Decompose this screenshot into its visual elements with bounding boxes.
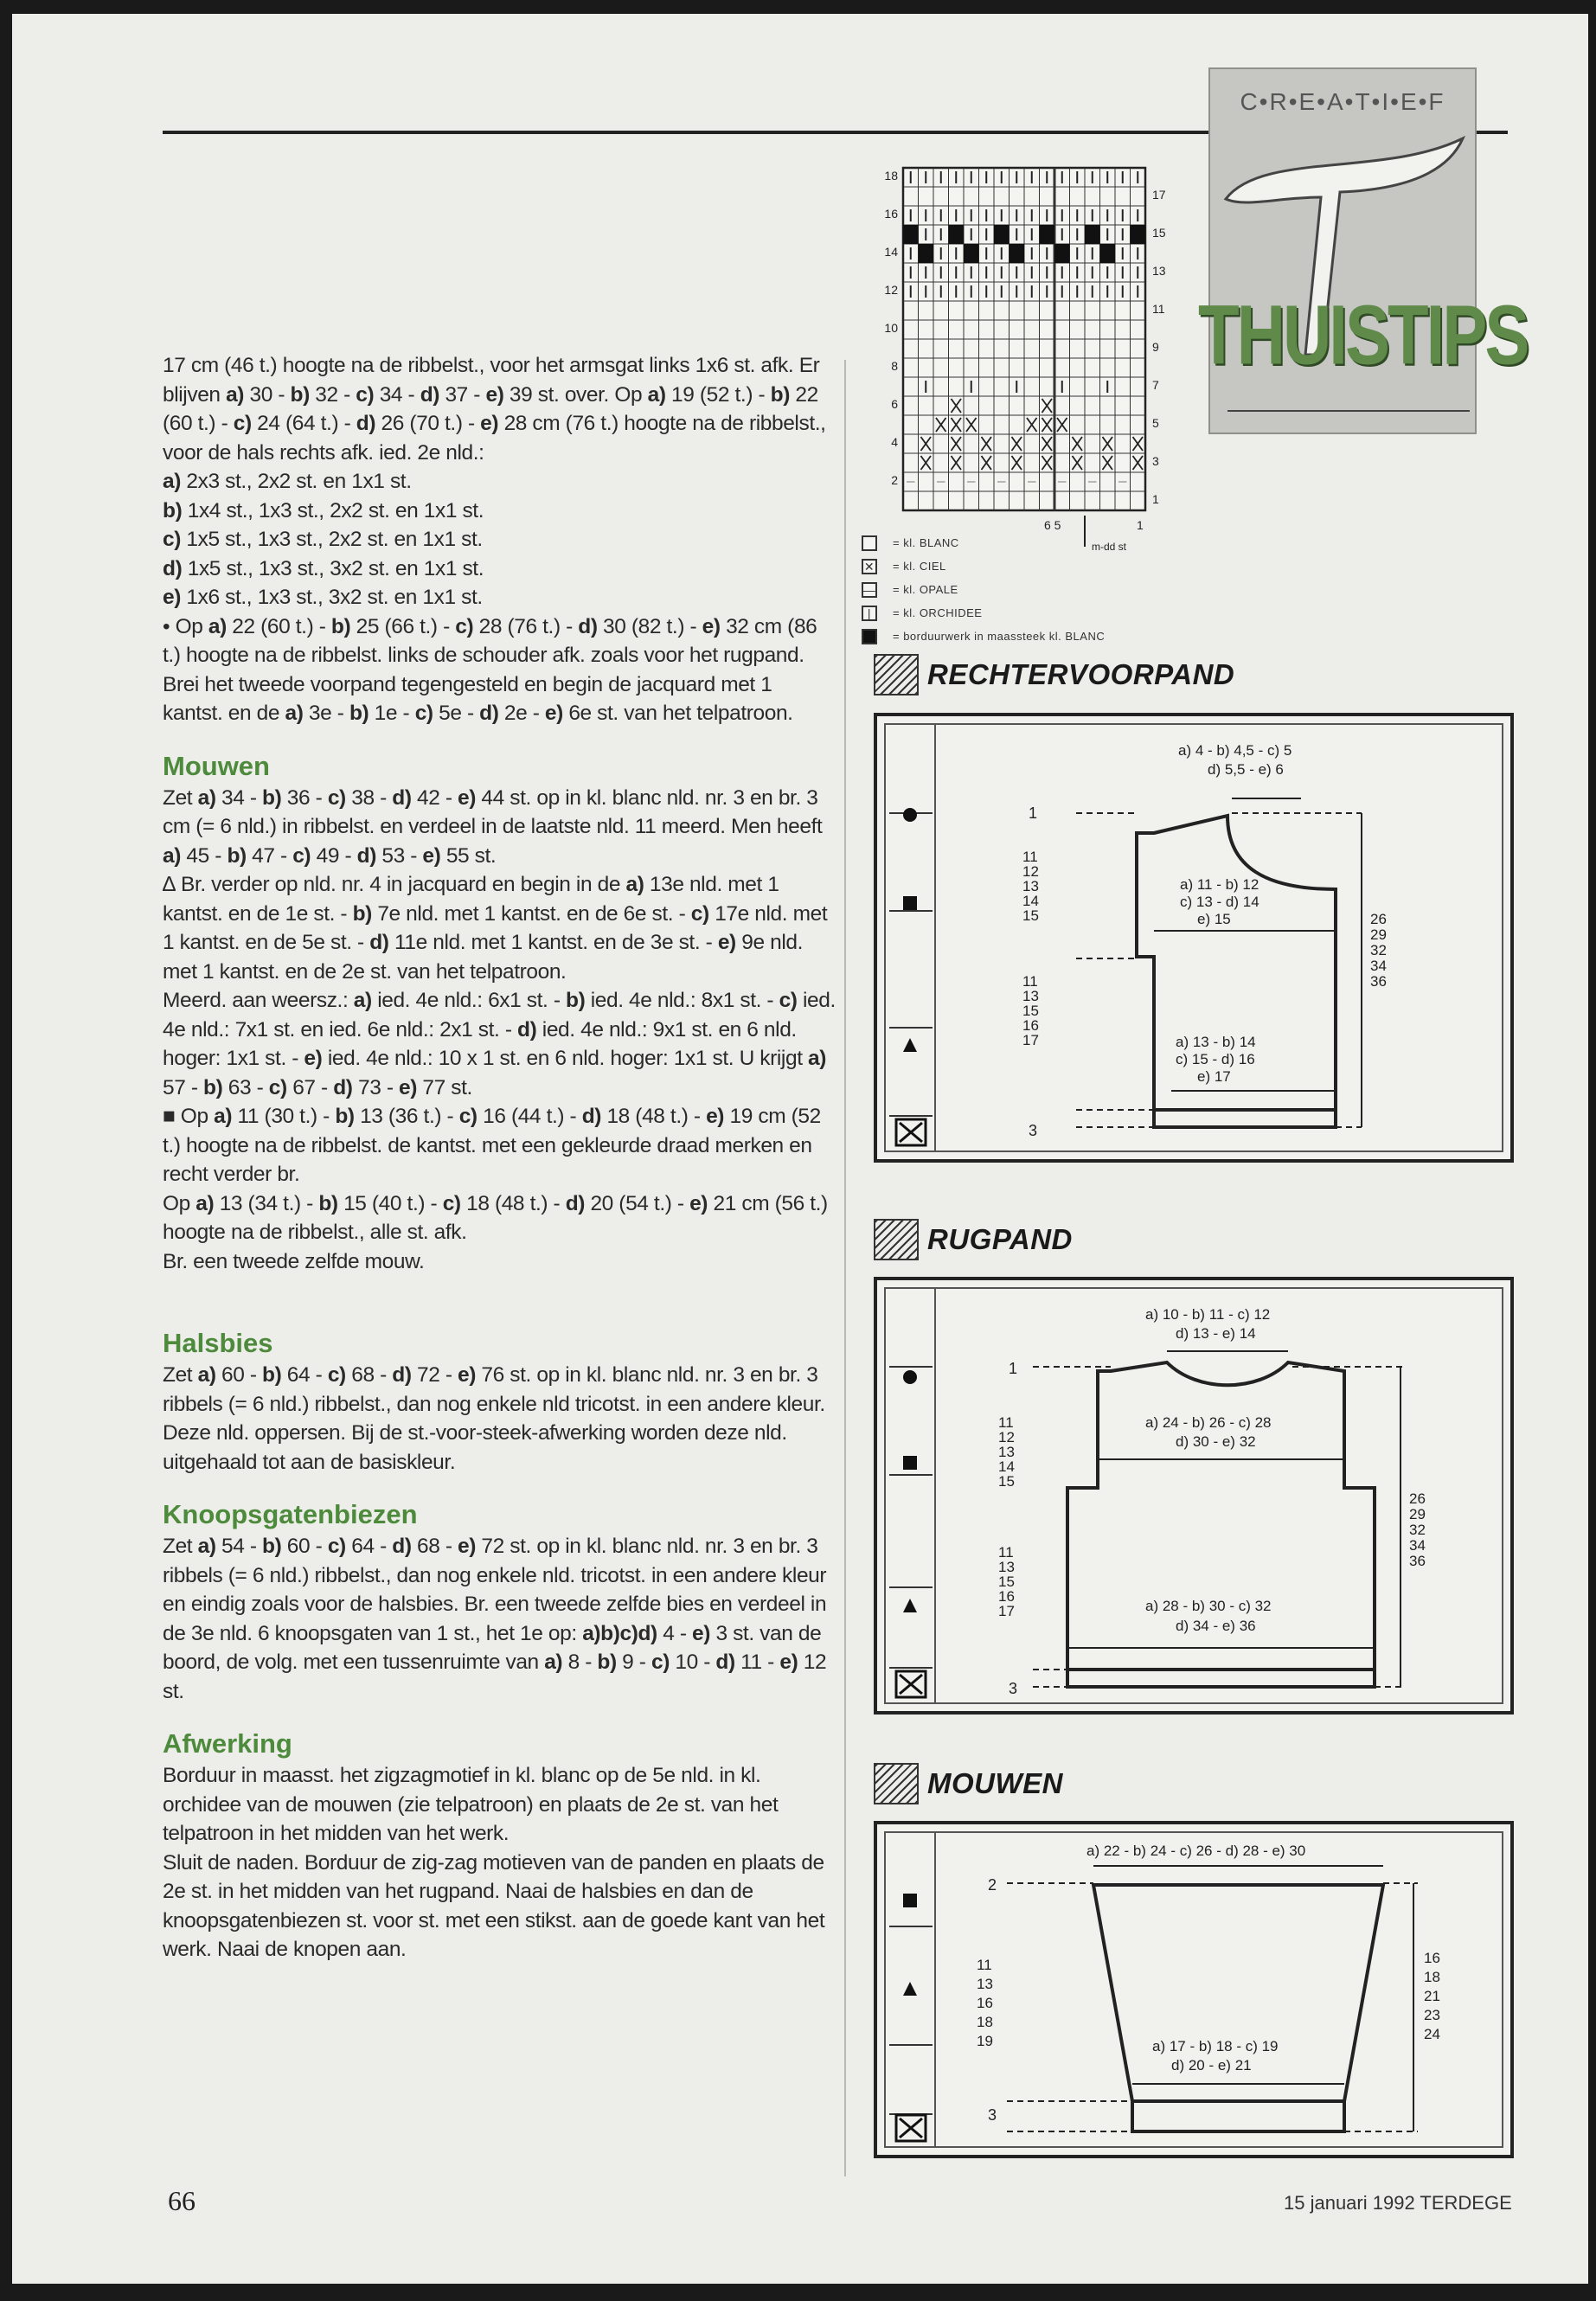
intro-paragraph: 17 cm (46 t.) hoogte na de ribbelst., voor het armsgat links 1x6 st. afk. Er blijven a) 30 - b) 32 - c) 34 - d) 37 - e) 39 st. over. Op a) 19 (52 t.) - b) 22 (60 t.) - c) 24 (64 t.) - d) 26 (70 t.) - e) 28 cm (76 t.) hoogte na de ribbelst., voor de hals rechts afk. ied. 2e nld.:: [163, 354, 826, 465]
legend-blank-icon: [862, 535, 877, 551]
diagram-size-number: 34: [1409, 1537, 1426, 1554]
chart-row-label: 15: [1152, 226, 1166, 240]
square-marker-icon: [903, 1456, 917, 1470]
issue-date: 15 januari 1992 TERDEGE: [1284, 2192, 1512, 2214]
rug-mid-dim-2: d) 30 - e) 32: [1176, 1433, 1256, 1450]
intro-paragraph: d) 1x5 st., 1x3 st., 3x2 st. en 1x1 st.: [163, 556, 484, 580]
rvp-row-1: 1: [1029, 804, 1038, 822]
section-paragraph: ■ Op a) 11 (30 t.) - b) 13 (36 t.) - c) 16 (44 t.) - d) 18 (48 t.) - e) 19 cm (52 t.) hoogte na de ribbelst. de kantst. met een gekleurde draad merken en recht verder br.: [163, 1105, 821, 1186]
section-paragraph: Zet a) 54 - b) 60 - c) 64 - d) 68 - e) 72 st. op in kl. blanc nld. nr. 3 en br. 3 ribbels (= 6 nld.) ribbelst., dan nog enkele nld. tricotst. in een andere kleur en eindig zoals voor de halsbies. Br. een tweede zelfde bies en verdeel in de 3e nld. 6 knoopsgaten van 1 st., het 1e op: a)b)c)d) 4 - e) 3 st. van de boord, de volg. met een tussenruimte van a) 8 - b) 9 - c) 10 - d) 11 - e) 12 st.: [163, 1535, 827, 1703]
hatch-icon: [874, 1219, 919, 1260]
chart-row-label: 12: [884, 283, 898, 297]
chart-row-label: 1: [1152, 492, 1159, 506]
hatch-icon: [874, 1763, 919, 1804]
chart-row-label: 3: [1152, 454, 1159, 468]
mouw-bot-dim-1: a) 17 - b) 18 - c) 19: [1152, 2038, 1279, 2054]
diagram-size-number: 16: [1424, 1950, 1440, 1966]
section-paragraph: Meerd. aan weersz.: a) ied. 4e nld.: 6x1 st. - b) ied. 4e nld.: 8x1 st. - c) ied. 4e nld.: 7x1 st. en ied. 6e nld.: 2x1 st. - d) ied. 4e nld.: 9x1 st. en 6 nld. hoger: 1x1 st. - e) ied. 4e nld.: 10 x 1 st. en 6 nld. hoger: 1x1 st. U krijgt a) 57 - b) 63 - c) 67 - d) 73 - e) 77 st.: [163, 989, 836, 1099]
diagram-size-number: 13: [998, 1444, 1015, 1460]
rugpand-diagram: [874, 1277, 1514, 1715]
diagram-size-number: 16: [998, 1588, 1015, 1605]
diagram-size-number: 13: [1022, 988, 1039, 1004]
circle-marker-icon: [903, 808, 917, 822]
intro-paragraph: a) 2x3 st., 2x2 st. en 1x1 st.: [163, 470, 412, 493]
section-heading-afwerking: Afwerking: [163, 1728, 292, 1759]
diagram-size-number: 11: [998, 1544, 1014, 1561]
rugpand-title: RUGPAND: [927, 1223, 1073, 1255]
diagram-size-number: 26: [1370, 911, 1387, 927]
intro-paragraph: c) 1x5 st., 1x3 st., 2x2 st. en 1x1 st.: [163, 528, 483, 551]
legend-label: = kl. OPALE: [893, 583, 958, 596]
cross-marker-lines: [900, 1123, 922, 1142]
section-paragraph: ∆ Br. verder op nld. nr. 4 in jacquard en begin in de a) 13e nld. met 1 kantst. en de 1e st. - b) 7e nld. met 1 kantst. en de 6e st. - c) 17e nld. met 1 kantst. en de 5e st. - d) 11e nld. met 1 kantst. en de 3e st. - e) 9e nld. met 1 kantst. en de 2e st. van het telpatroon.: [163, 873, 828, 984]
chart-col-label: 1: [1137, 518, 1144, 532]
diagram-size-number: 11: [998, 1414, 1014, 1431]
diagram-size-number: 36: [1370, 973, 1387, 990]
section-paragraph: Sluit de naden. Borduur de zig-zag motieven van de panden en plaats de 2e st. in het midden van het rugpand. Naai de halsbies en dan de knoopsgatenbiezen st. voor st. met een stikst. aan de goede kant van het werk. Naai de knopen aan.: [163, 1850, 825, 1961]
legend-row: [862, 625, 1294, 648]
triangle-marker-icon: [903, 1599, 917, 1612]
diagram-size-number: 11: [1022, 849, 1038, 865]
diagram-size-number: 13: [977, 1976, 993, 1992]
jacquard-chart: [860, 144, 1344, 550]
chart-row-label: 11: [1152, 302, 1165, 316]
circle-marker-icon: [903, 1370, 917, 1384]
chart-middle-label: m-dd st: [1092, 541, 1127, 550]
rug-row-1: 1: [1009, 1360, 1018, 1377]
triangle-marker-icon: [903, 1038, 917, 1052]
legend-black-icon: [862, 629, 877, 644]
chart-row-label: 6: [891, 397, 898, 411]
diagram-size-number: 23: [1424, 2007, 1440, 2023]
intro-paragraph: Brei het tweede voorpand tegengesteld en begin de jacquard met 1 kantst. en de a) 3e - b) 1e - c) 5e - d) 2e - e) 6e st. van het telpatroon.: [163, 672, 793, 725]
legend-label: = borduurwerk in maassteek kl. BLANC: [893, 630, 1106, 643]
logo-title: THUISTIPS: [1198, 286, 1528, 382]
diagram-size-number: 36: [1409, 1553, 1426, 1569]
diagram-size-number: 11: [1022, 973, 1038, 990]
chart-row-label: 13: [1152, 264, 1166, 278]
diagram-size-number: 29: [1370, 926, 1387, 943]
page: [12, 14, 1588, 2284]
section-heading-knoopsgatenbiezen: Knoopsgatenbiezen: [163, 1499, 418, 1529]
mouw-row-3: 3: [988, 2106, 997, 2124]
rug-bot-dim-1: a) 28 - b) 30 - c) 32: [1145, 1598, 1272, 1614]
diagram-size-number: 17: [1022, 1032, 1039, 1048]
logo-subtitle: C•R•E•A•T•I•E•F: [1240, 88, 1445, 115]
diagram-size-number: 34: [1370, 958, 1387, 974]
diagram-size-number: 18: [1424, 1969, 1440, 1985]
legend-row: [862, 578, 1294, 601]
rvp-mid-dim-3: e) 15: [1197, 911, 1231, 927]
chart-row-label: 5: [1152, 416, 1159, 430]
diagram-size-number: 26: [1409, 1490, 1426, 1507]
intro-paragraph: e) 1x6 st., 1x3 st., 3x2 st. en 1x1 st.: [163, 586, 483, 609]
diagram-size-number: 24: [1424, 2026, 1440, 2042]
diagram-size-number: 12: [998, 1429, 1015, 1445]
diagram-size-number: 16: [1022, 1017, 1039, 1034]
legend-dash-icon: —: [862, 582, 876, 597]
section-heading-mouwen: Mouwen: [163, 750, 270, 781]
mouwen-diagram: [874, 1821, 1514, 2158]
diagram-size-number: 12: [1022, 863, 1039, 880]
rechtervoorpand-diagram: [874, 713, 1514, 1163]
diagram-size-number: 21: [1424, 1988, 1440, 2004]
section-paragraph: Br. een tweede zelfde mouw.: [163, 1249, 425, 1273]
section-heading-halsbies: Halsbies: [163, 1328, 273, 1358]
diagram-size-number: 29: [1409, 1506, 1426, 1522]
diagram-size-number: 15: [998, 1473, 1015, 1490]
diagram-size-number: 13: [1022, 878, 1039, 894]
diagram-size-number: 17: [998, 1603, 1015, 1619]
rvp-bot-dim-3: e) 17: [1197, 1068, 1231, 1085]
diagram-size-number: 32: [1409, 1522, 1426, 1538]
section-paragraph: Zet a) 34 - b) 36 - c) 38 - d) 42 - e) 44 st. op in kl. blanc nld. nr. 3 en br. 3 cm (= 6 nld.) in ribbelst. en verdeel in de laatste nld. 11 meerd. Men heeft a) 45 - b) 47 - c) 49 - d) 53 - e) 55 st.: [163, 785, 823, 868]
diagram-size-number: 19: [977, 2033, 993, 2049]
page-number: 66: [168, 2185, 195, 2216]
intro-text: [163, 351, 837, 728]
rvp-row-3: 3: [1029, 1122, 1038, 1139]
mouwen-schematic: [877, 1824, 1517, 2162]
legend-label: = kl. CIEL: [893, 560, 946, 573]
cross-marker-lines: [900, 2118, 922, 2138]
chart-row-label: 16: [884, 207, 898, 221]
rvp-top-dim-1: a) 4 - b) 4,5 - c) 5: [1178, 742, 1292, 759]
rug-mid-dim-1: a) 24 - b) 26 - c) 28: [1145, 1414, 1272, 1431]
header-rechtervoorpand: [874, 654, 1234, 695]
mouwen-title: MOUWEN: [927, 1767, 1063, 1799]
rechtervoorpand-schematic: [877, 716, 1517, 1166]
rug-top-dim-2: d) 13 - e) 14: [1176, 1325, 1256, 1342]
rvp-bot-dim-2: c) 15 - d) 16: [1176, 1051, 1255, 1067]
cross-marker-lines: [900, 1675, 922, 1694]
square-marker-icon: [903, 896, 917, 910]
legend-label: = kl. BLANC: [893, 536, 959, 549]
diagram-size-number: 32: [1370, 942, 1387, 958]
legend-bar-icon: |: [862, 606, 877, 621]
chart-row-label: 7: [1152, 378, 1159, 392]
left-text-column: [163, 351, 837, 1965]
diagram-size-number: 15: [1022, 1003, 1039, 1019]
diagram-size-number: 15: [1022, 907, 1039, 924]
diagram-size-number: 16: [977, 1995, 993, 2011]
header-mouwen: [874, 1763, 1063, 1804]
diagram-size-number: 14: [1022, 893, 1039, 909]
rvp-mid-dim-1: a) 11 - b) 12: [1180, 876, 1259, 893]
chart-col-label: 6 5: [1044, 518, 1061, 532]
rvp-mid-dim-2: c) 13 - d) 14: [1180, 894, 1259, 910]
chart-row-label: 4: [891, 435, 898, 449]
instruction-sections: [163, 749, 837, 1965]
chart-row-label: 2: [891, 473, 898, 487]
diagram-size-number: 15: [998, 1574, 1015, 1590]
chart-row-label: 14: [884, 245, 898, 259]
section-paragraph: Borduur in maasst. het zigzagmotief in kl. blanc op de 5e nld. in kl. orchidee van de mouwen (zie telpatroon) en plaats de 2e st. van het telpatroon in het midden van het werk.: [163, 1764, 779, 1845]
legend-row: [862, 601, 1294, 625]
diagram-size-number: 18: [977, 2014, 993, 2030]
intro-paragraph: • Op a) 22 (60 t.) - b) 25 (66 t.) - c) 28 (76 t.) - d) 30 (82 t.) - e) 32 cm (86 t.) hoogte na de ribbelst. links de schouder afk. zoals voor het rugpand.: [163, 614, 817, 667]
diagram-size-number: 13: [998, 1559, 1015, 1575]
rug-row-3: 3: [1009, 1680, 1018, 1697]
chart-legend: [862, 531, 1294, 648]
rug-top-dim-1: a) 10 - b) 11 - c) 12: [1145, 1306, 1271, 1323]
rvp-bot-dim-1: a) 13 - b) 14: [1176, 1034, 1256, 1050]
mouw-top-dim: a) 22 - b) 24 - c) 26 - d) 28 - e) 30: [1086, 1843, 1306, 1859]
header-rugpand: [874, 1219, 1073, 1260]
rechtervoorpand-title: RECHTERVOORPAND: [927, 658, 1235, 690]
rug-bot-dim-2: d) 34 - e) 36: [1176, 1618, 1256, 1634]
diagram-size-number: 14: [998, 1458, 1015, 1475]
chart-row-label: 17: [1152, 188, 1166, 202]
rvp-top-dim-2: d) 5,5 - e) 6: [1208, 761, 1284, 778]
intro-paragraph: b) 1x4 st., 1x3 st., 2x2 st. en 1x1 st.: [163, 498, 484, 522]
mouw-row-2: 2: [988, 1876, 997, 1894]
rugpand-schematic: [877, 1280, 1517, 1718]
hatch-icon: [874, 654, 919, 695]
column-divider: [844, 360, 846, 2176]
chart-row-label: 10: [884, 321, 898, 335]
jacquard-chart-grid: [860, 144, 1344, 550]
chart-row-label: 8: [891, 359, 898, 373]
square-marker-icon: [903, 1894, 917, 1907]
triangle-marker-icon: [903, 1982, 917, 1996]
legend-row: [862, 531, 1294, 554]
section-paragraph: Op a) 13 (34 t.) - b) 15 (40 t.) - c) 18 (48 t.) - d) 20 (54 t.) - e) 21 cm (56 t.) hoogte na de ribbelst., alle st. afk.: [163, 1191, 828, 1244]
legend-row: [862, 554, 1294, 578]
legend-label: = kl. ORCHIDEE: [893, 606, 983, 619]
diagram-size-number: 11: [977, 1957, 992, 1973]
legend-x-icon: ✕: [862, 559, 877, 574]
mouw-bot-dim-2: d) 20 - e) 21: [1171, 2057, 1252, 2073]
chart-row-label: 9: [1152, 340, 1159, 354]
chart-row-label: 18: [884, 169, 898, 183]
section-paragraph: Zet a) 60 - b) 64 - c) 68 - d) 72 - e) 76 st. op in kl. blanc nld. nr. 3 en br. 3 ribbels (= 6 nld.) ribbelst., dan nog enkele nld tricotst. in een andere kleur. Deze nld. oppersen. Bij de st.-voor-steek-afwerking worden deze nld. uitgehaald tot aan de basiskleur.: [163, 1363, 825, 1474]
